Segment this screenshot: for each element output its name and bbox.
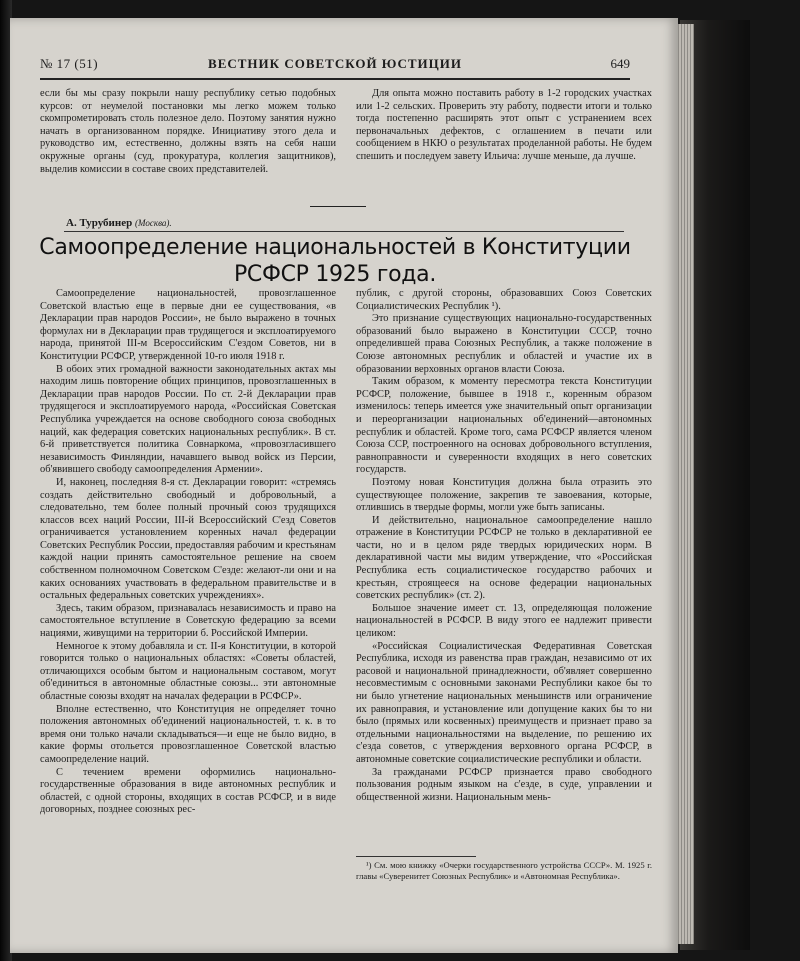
continued-text-right: [356, 88, 652, 164]
article-column-left: [40, 288, 336, 817]
paragraph: Таким образом, к моменту пересмотра текста Конституции РСФСР, положение, бывшее в 1918 г., коренным образом изменилось: теперь имеется уже значительный опыт организации и переорганизации национальных об'единений—автономных республик и областей. Кроме того, сама РСФСР является членом Союза ССР, построенного на основах добровольного вступления, равноправности и суверенности входящих в него советских государств.: [356, 376, 652, 476]
article-author: [66, 217, 172, 229]
paragraph: Большое значение имеет ст. 13, определяющая положение национальностей в РСФСР. В виду этого ее надлежит привести целиком:: [356, 602, 652, 640]
continued-text-left: [40, 88, 336, 176]
journal-page: [10, 18, 678, 953]
paragraph: публик, с другой стороны, образовавших Союз Советских Социалистических Республик ¹).: [356, 288, 652, 312]
footnote-text: ¹) См. мою книжку «Очерки государственного устройства СССР». М. 1925 г. главы «Суверенитет Союзных Республик» и «Автономная Республика».: [356, 860, 652, 881]
footnote-rule: [356, 856, 476, 857]
article-column-right: [356, 288, 652, 804]
title-rule: [64, 231, 624, 232]
paragraph: За гражданами РСФСР признается право свободного пользования родным языком на с'езде, в суде, управлении и общественной жизни. Национальным мень-: [356, 766, 652, 803]
paragraph: Самоопределение национальностей, провозглашенное Советской властью еще в первые дни ее существования, «в Декларации прав народов России», не было выражено в точных формулах ни в Декларации прав трудящегося и эксплоатируемого народа, принятой III-м Всероссийским С'ездом Советов, ни в Конституции РСФСР, утвержденной 10-го июля 1918 г.: [40, 288, 336, 362]
paragraph: В обоих этих громадной важности законодательных актах мы находим лишь повторение общих принципов, провозглашенных в Декларации прав народов России. По ст. 2-й Декларации прав трудящегося и эксплоатируемого народа, «Российская Советская Республика учреждается на основе свободного союза свободных наций, как федерация советских национальных республик». В ст. 6-й приветствуется политика Совнаркома, «провозгласившего независимость Финляндии, начавшего вывод войск из Персии, об'явившего свободу самоопределения Армении».: [40, 363, 336, 476]
issue-number: № 17 (51): [40, 56, 99, 71]
paragraph: Здесь, таким образом, признавалась независимость и право на самостоятельное вступление в Советскую федерацию за всеми нациями, живущими на территории б. Российской Империи.: [40, 602, 336, 640]
separator-rule: [310, 206, 366, 207]
article-title: Самоопределение национальностей в Конституции РСФСР 1925 года.: [39, 235, 631, 287]
author-place: (Москва).: [135, 218, 172, 228]
footnote: [356, 860, 652, 881]
running-header: [40, 54, 630, 80]
paragraph: И, наконец, последняя 8-я ст. Декларации говорит: «стремясь создать действительно свободный и добровольный, а следовательно, тем более полный прочный союз трудящихся классов всех наций России, III-й Всероссийский С'езд Советов ограничивается установлением коренных начал федерации Советских Республик России, предоставляя рабочим и крестьянам каждой нации принять самостоятельное решение на своем собственном полномочном Советском С'езде: желают-ли они и на каких основаниях участвовать в федеральном правительстве и в остальных федеральных советских учреждениях».: [40, 476, 336, 602]
author-name: А. Турубинер: [66, 217, 133, 229]
paragraph: Немногое к этому добавляла и ст. II-я Конституции, в которой говорится только о национальных областях: «Советы областей, отличающихся особым бытом и национальным составом, могут об'единиться в автономные областные союзы... эти автономные областные союзы входят на началах федерации в РСФСР».: [40, 640, 336, 702]
page-stack-edge: [676, 24, 694, 944]
paragraph: И действительно, национальное самоопределение нашло отражение в Конституции РСФСР не только в декларативной ее части, но и в целом ряде твердых юридических норм. В декларативной части мы видим утверждение, что «Российская Республика есть социалистическое государство рабочих и крестьян, строящееся на основе федерации национальных советских республик» (ст. 2).: [356, 514, 652, 602]
paragraph: Поэтому новая Конституция должна была отразить это существующее положение, закрепив те завоевания, которые, отлившись в твердые формы, могли уже быть записаны.: [356, 476, 652, 514]
journal-title: ВЕСТНИК СОВЕТСКОЙ ЮСТИЦИИ: [208, 56, 462, 71]
paragraph: С течением времени оформились национально-государственные образования в виде автономных республик и областей, с одной стороны, входящих в состав РСФСР, и в виде договорных, позднее союзных рес-: [40, 766, 336, 816]
paragraph: Это признание существующих национально-государственных образований было выражено в Конституции СССР, точно определившей права Союзных Республик, а также положение в Союзе автономных республик и областей и участие их в образовании верховных органов власти Союза.: [356, 313, 652, 375]
paragraph: Вполне естественно, что Конституция не определяет точно положения автономных об'единений национальностей, т. к. в то время они только начали складываться—и еще не было видно, в какие формы отольется провозглашенное Советской властью самоопределение наций.: [40, 703, 336, 765]
paragraph: «Российская Социалистическая Федеративная Советская Республика, исходя из равенства прав граждан, независимо от их расовой и национальной принадлежности, об'являет совершенно несовместимым с основными законами Республики какое бы то ни было угнетение национальных меньшинств или ограничение их равноправия, и установление или допущение каких бы то ни было (прямых или косвенных) преимуществ и признает право за отдельными национальностями на выделение, по решению их с'езда советов, с утверждения верховного органа РСФСР, в автономные советские социалистические республики и области.: [356, 640, 652, 765]
page-number: 649: [610, 56, 630, 71]
paragraph: если бы мы сразу покрыли нашу республику сетью подобных курсов: от неумелой постановки мы легко можем только скомпрометировать столь полезное дело. Поэтому занятия нужно начать в организованном порядке. Инициативу этого дела и руководство им, естественно, должны взять на себя наши окружные органы (суд, прокуратура, коллегия защитников), выделив комиссии в составе своих представителей.: [40, 88, 336, 175]
paragraph: Для опыта можно поставить работу в 1-2 городских участках или 1-2 сельских. Проверить эту работу, подвести итоги и только тогда постепенно расширять этот опыт с устранением всех первоначальных дефектов, с оглашением в печати или сообщением в НКЮ о результатах проделанной работы. Не будем спешить и последуем завету Ильича: лучше меньше, да лучше.: [356, 88, 652, 162]
